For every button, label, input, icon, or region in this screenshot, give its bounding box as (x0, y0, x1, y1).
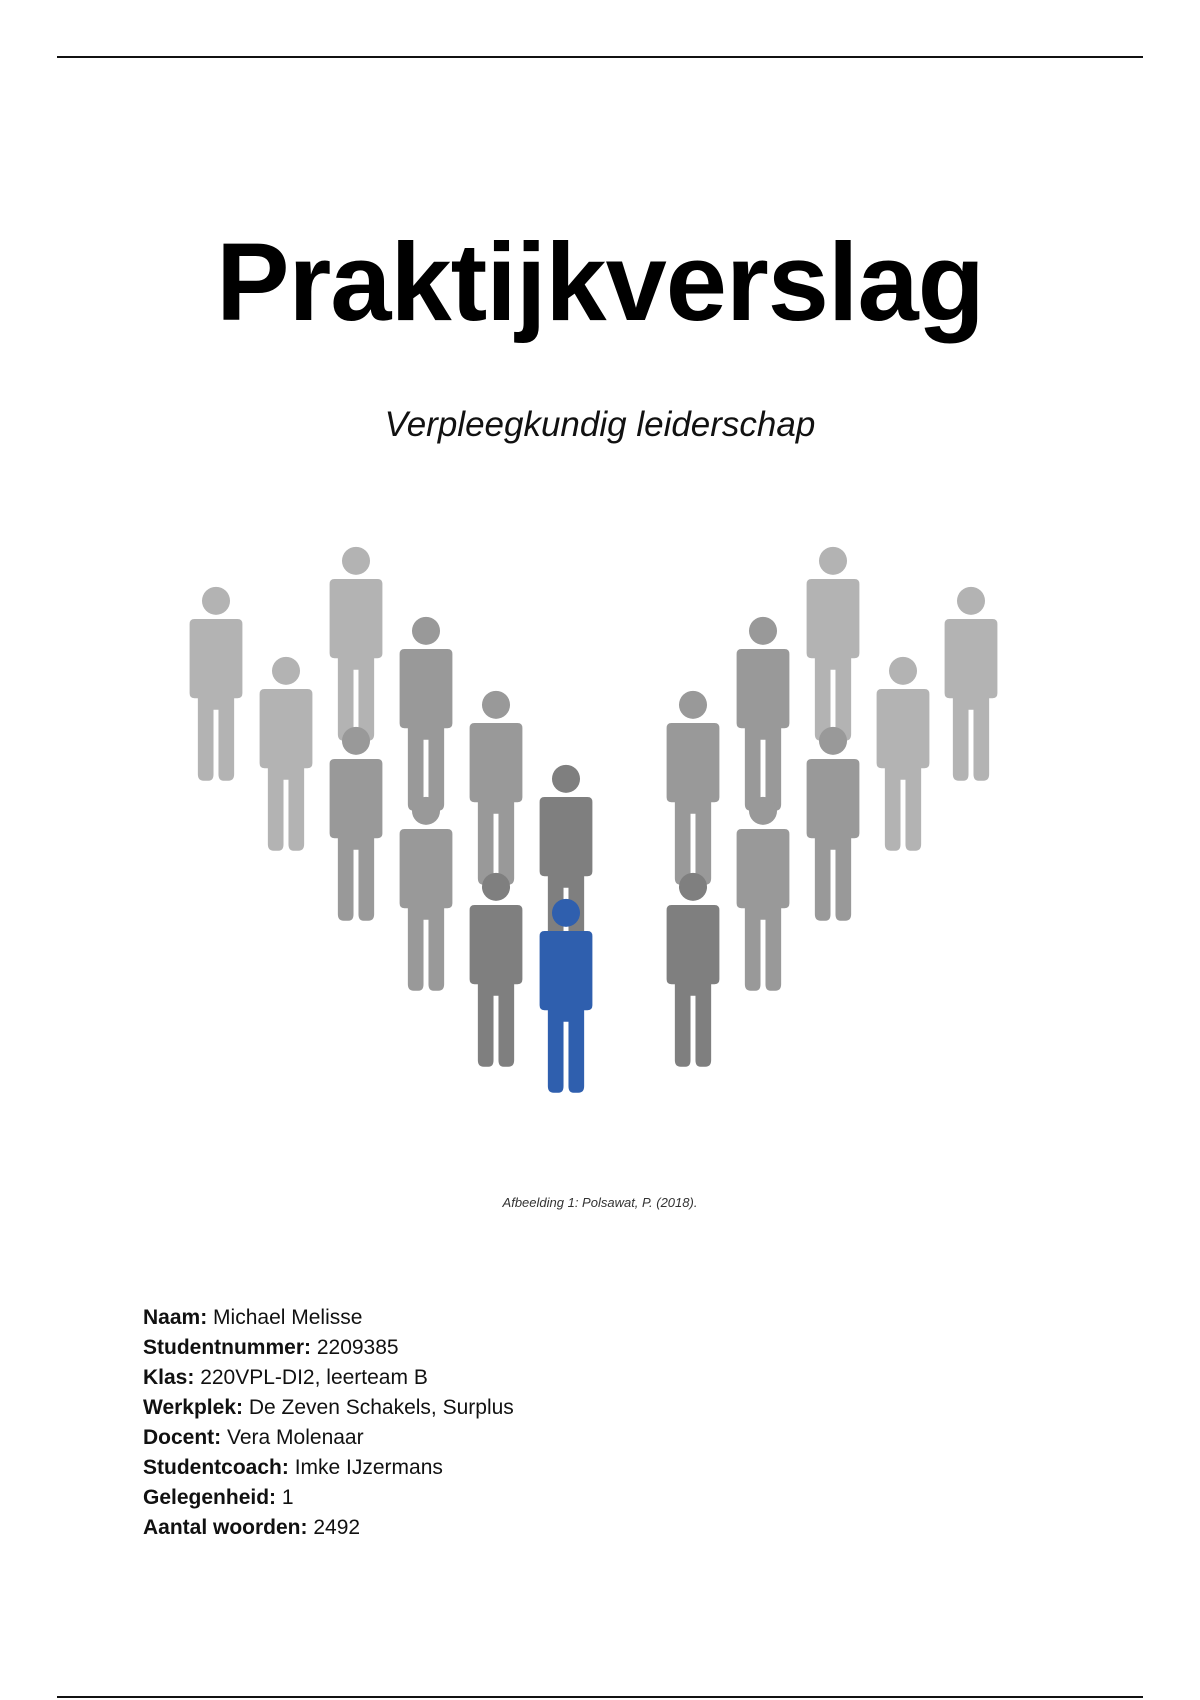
person-figure-icon (330, 727, 383, 921)
info-label: Docent: (143, 1426, 222, 1449)
document-title: Praktijkverslag (216, 221, 984, 344)
info-row-docent (143, 1423, 514, 1453)
info-row-gelegenheid (143, 1483, 514, 1513)
bottom-rule (57, 1696, 1143, 1698)
person-figure-icon (540, 765, 593, 959)
person-figure-icon (470, 873, 523, 1067)
info-value: Imke IJzermans (294, 1456, 443, 1479)
info-value: 2209385 (316, 1336, 399, 1359)
top-rule (57, 56, 1143, 58)
info-label: Naam: (143, 1306, 208, 1329)
info-row-naam (143, 1303, 514, 1333)
info-row-studentcoach (143, 1453, 514, 1483)
person-figure-icon (807, 547, 860, 741)
info-value: De Zeven Schakels, Surplus (248, 1396, 514, 1419)
people-v-formation-leader-icon (175, 545, 1035, 1185)
info-value: 2492 (313, 1516, 361, 1539)
info-value: Vera Molenaar (227, 1426, 364, 1449)
info-row-studentnummer (143, 1333, 514, 1363)
person-figure-icon (400, 617, 453, 811)
info-label: Studentcoach: (143, 1456, 289, 1479)
info-label: Klas: (143, 1366, 195, 1389)
person-figure-icon (737, 617, 790, 811)
person-figure-icon (945, 587, 998, 781)
student-info (143, 1303, 514, 1543)
info-label: Aantal woorden: (143, 1516, 308, 1539)
leader-figure-icon (540, 899, 593, 1093)
person-figure-icon (470, 691, 523, 885)
person-figure-icon (190, 587, 243, 781)
person-figure-icon (737, 797, 790, 991)
person-figure-icon (667, 873, 720, 1067)
info-row-klas (143, 1363, 514, 1393)
info-value: 220VPL-DI2, leerteam B (200, 1366, 428, 1389)
person-figure-icon (260, 657, 313, 851)
info-row-werkplek (143, 1393, 514, 1423)
person-figure-icon (807, 727, 860, 921)
info-value: 1 (281, 1486, 294, 1509)
person-figure-icon (400, 797, 453, 991)
person-figure-icon (877, 657, 930, 851)
document-subtitle: Verpleegkundig leiderschap (384, 405, 816, 444)
info-label: Studentnummer: (143, 1336, 311, 1359)
info-row-aantal-woorden (143, 1513, 514, 1543)
info-label: Gelegenheid: (143, 1486, 277, 1509)
info-value: Michael Melisse (213, 1306, 363, 1329)
figure-caption: Afbeelding 1: Polsawat, P. (2018). (502, 1195, 698, 1210)
person-figure-icon (667, 691, 720, 885)
info-label: Werkplek: (143, 1396, 243, 1419)
person-figure-icon (330, 547, 383, 741)
